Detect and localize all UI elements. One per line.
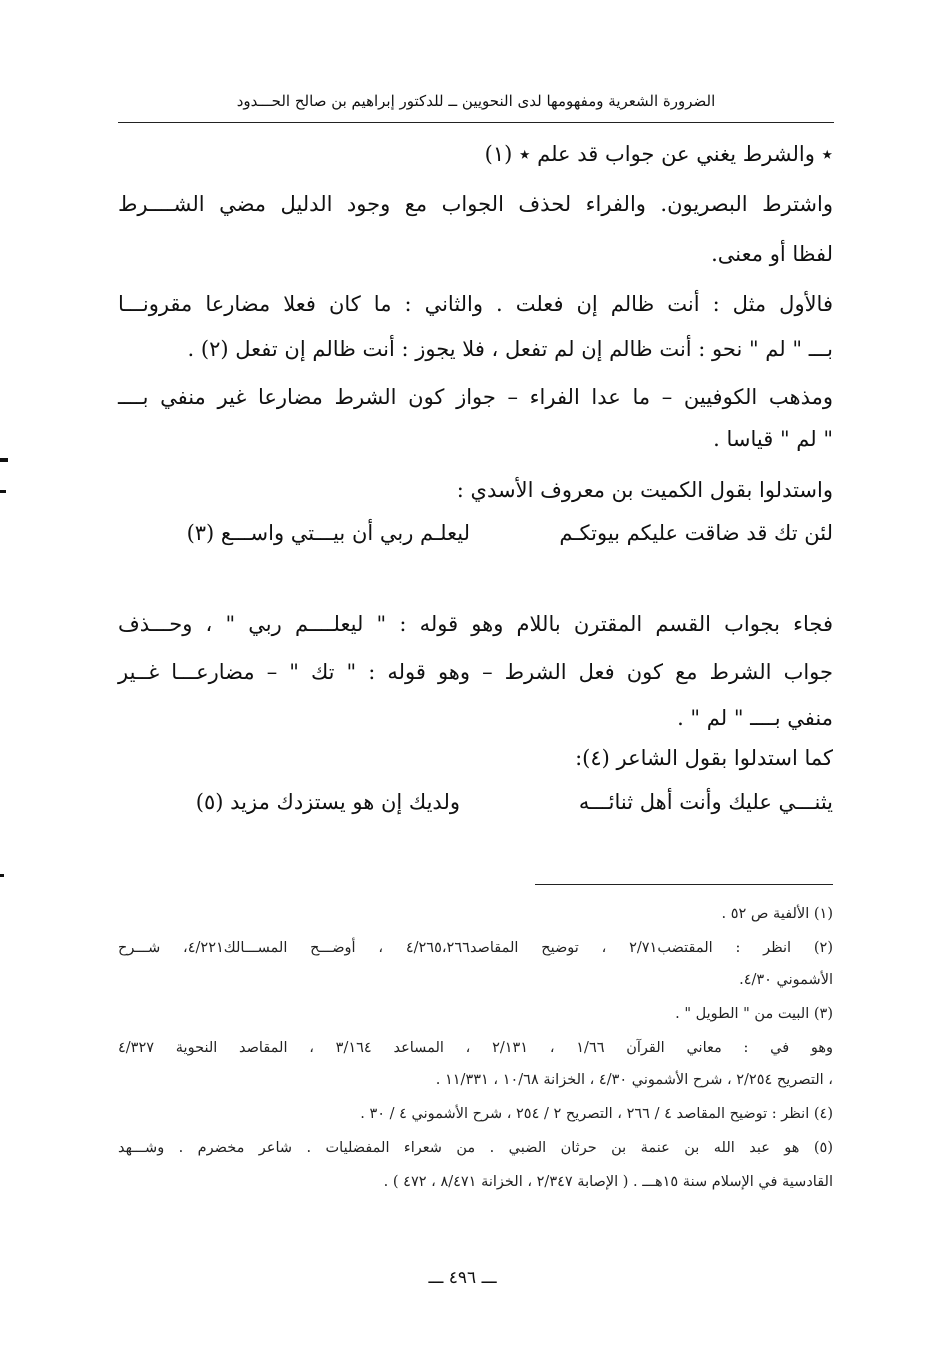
body-line-4: فالأول مثل : أنت ظالم إن فعلت . والثاني : ما كان فعلا مضارعا مقرونـــا <box>118 292 833 316</box>
body-line-10: جواب الشرط مع كون فعل الشرط – وهو قوله : " تك " – مضارعـــا غــير <box>118 660 833 684</box>
body-line-2: واشترط البصريون. والفراء لحذف الجواب مع وجود الدليل مضي الشــــرط <box>118 192 833 216</box>
footnote-5-cont: القادسية في الإسلام سنة ١٥هـــ . ( الإصابة ٢/٣٤٧ ، الخزانة ٨/٤٧١ ، ٤٧٢ ) . <box>383 1174 833 1190</box>
body-line-3: لفظا أو معنى. <box>711 242 833 266</box>
scan-edge-mark <box>0 490 6 493</box>
running-header: الضرورة الشعرية ومفهومها لدى النحويين ــ للدكتور إبراهيم بن صالح الحـــدود <box>236 92 716 110</box>
footnote-2-cont: الأشموني ٤/٣٠. <box>739 972 833 988</box>
footnote-rule <box>535 884 833 885</box>
footnote-3: (٣) البيت من " الطويل " . <box>675 1006 833 1022</box>
verse-2-second-hemistich: ولديك إن هو يستزدك مزيد (٥) <box>195 790 460 814</box>
footnote-2: (٢) انظر : المقتضب٢/٧١ ، توضيح المقاصد٤/٢٦٥،٢٦٦ ، أوضـــح المســـالك٤/٢٢١، شـــرح <box>118 940 833 956</box>
scan-edge-mark <box>0 458 8 462</box>
body-line-12: كما استدلوا بقول الشاعر (٤): <box>575 746 833 770</box>
body-line-8: واستدلوا بقول الكميت بن معروف الأسدي : <box>456 478 833 502</box>
verse-2-first-hemistich: يثنـــي عليك وأنت أهل ثنائـــه <box>578 790 833 814</box>
body-line-5: بـــ " لم " نحو : أنت ظالم إن لم تفعل ، فلا يجوز : أنت ظالم إن تفعل (٢) . <box>187 337 833 361</box>
scan-edge-mark <box>0 874 4 877</box>
body-line-6: ومذهب الكوفيين – ما عدا الفراء – جواز كون الشرط مضارعا غير منفي بــــ <box>118 385 833 409</box>
footnote-4: (٤) انظر : توضيح المقاصد ٤ / ٢٦٦ ، التصريح ٢ / ٢٥٤ ، شرح الأشموني ٤ / ٣٠ . <box>360 1106 833 1122</box>
footnote-3-cont-2: ، التصريح ٢/٢٥٤ ، شرح الأشموني ٤/٣٠ ، الخزانة ١٠/٦٨ ، ١١/٣٣١ . <box>435 1072 833 1088</box>
page-number: ـــ ٤٩٦ ـــ <box>428 1268 497 1288</box>
verse-1-first-hemistich: لئن تك قد ضاقت عليكم بيوتكـم <box>559 521 833 545</box>
body-line-7: " لم " قياسا . <box>713 427 833 451</box>
body-line-9: فجاء بجواب القسم المقترن باللام وهو قوله : " ليعلــــم ربي " ، وحـــذف <box>118 612 833 636</box>
body-line-1: ٭ والشرط يغني عن جواب قد علم ٭ (١) <box>484 142 833 166</box>
body-line-11: منفي بــــ " لم " . <box>677 706 833 730</box>
footnote-1: (١) الألفية ص ٥٢ . <box>721 906 833 922</box>
footnote-3-cont: وهو في : معاني القرآن ١/٦٦ ، ٢/١٣١ ، المساعد ٣/١٦٤ ، المقاصد النحوية ٤/٣٢٧ <box>118 1040 833 1056</box>
footnote-5: (٥) هو عبد الله بن عنمة بن حرثان الضبي . من شعراء المفضليات . شاعر مخضرم . وشـــهد <box>118 1140 833 1156</box>
verse-1-second-hemistich: ليعلـم ربي أن بيـــتي واســـع (٣) <box>186 521 470 545</box>
header-rule <box>118 122 834 123</box>
